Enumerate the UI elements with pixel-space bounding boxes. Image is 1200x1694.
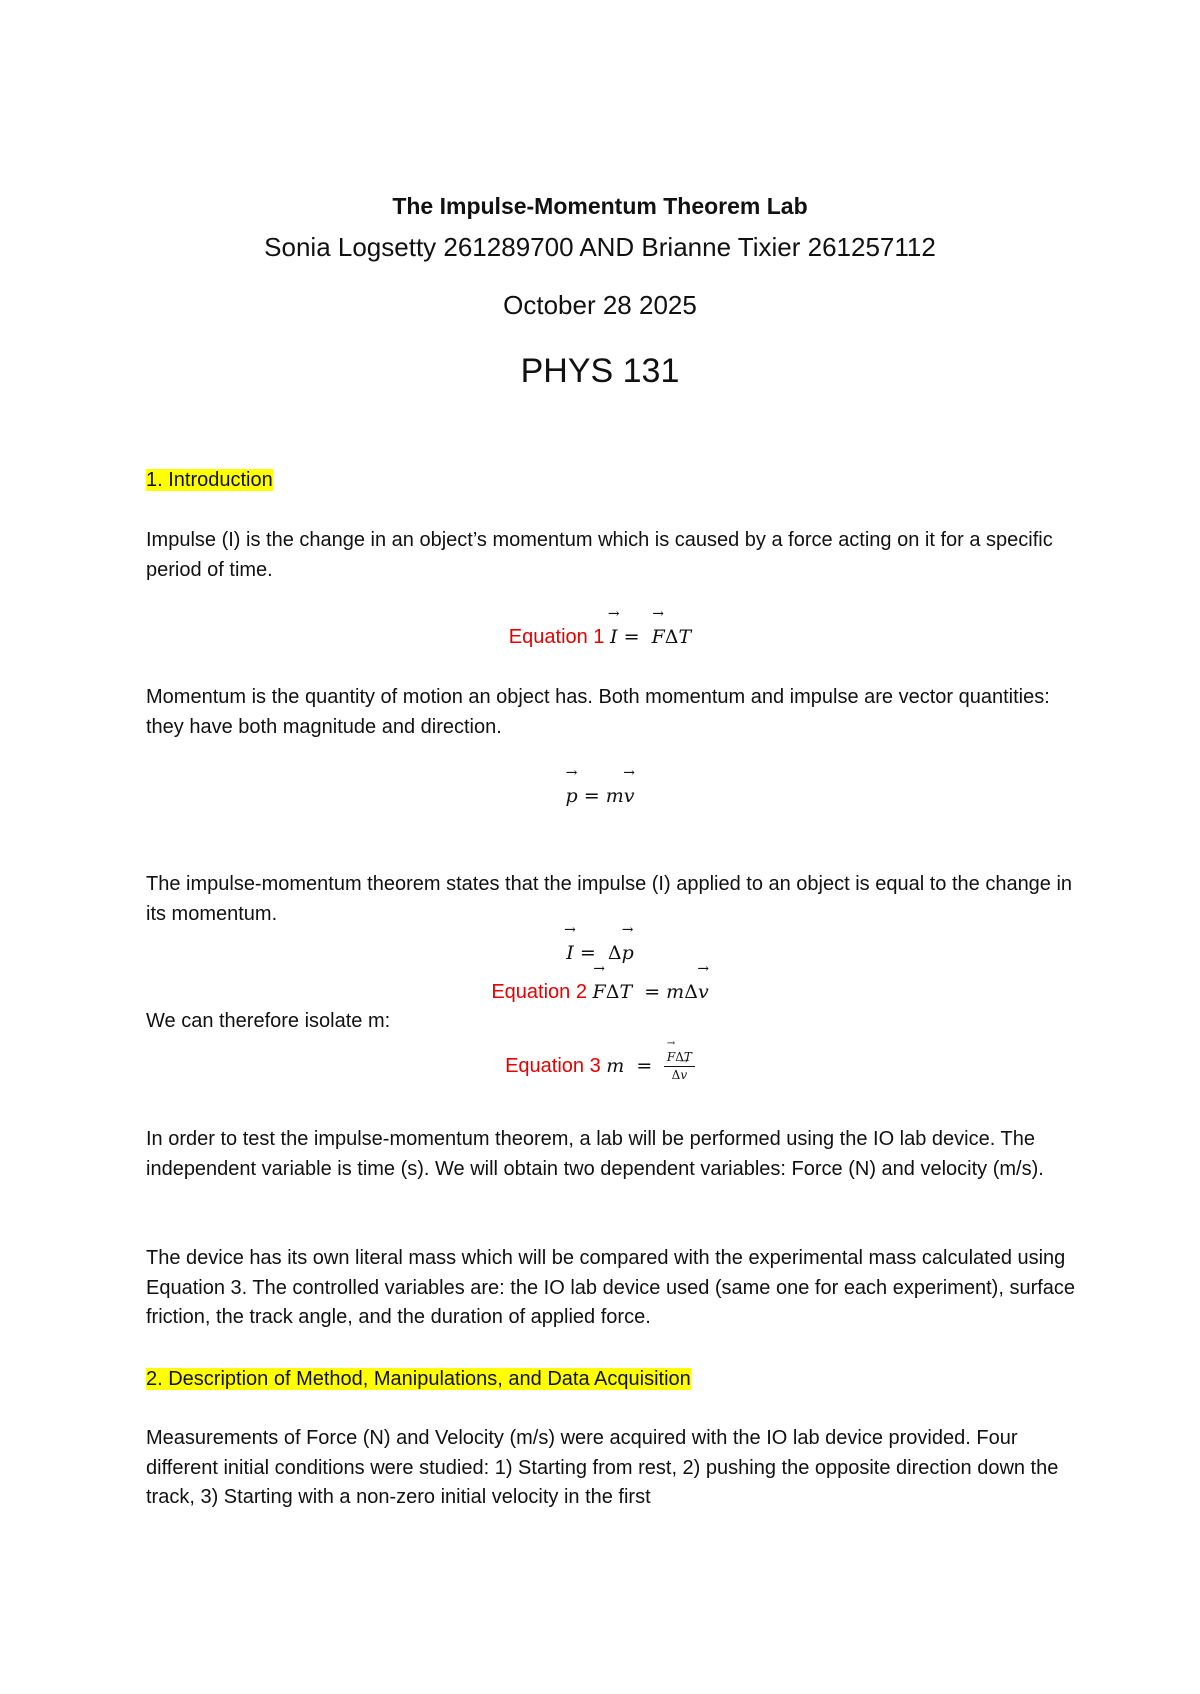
course-code: PHYS 131 [520,352,680,390]
method-heading [146,1365,1086,1395]
equation-1 [0,624,1200,650]
equation-3-label: Equation 3 [505,1054,601,1077]
impulse-momentum-equation-math: → I = Δ→ p [566,942,633,964]
equation-1-label: Equation 1 [508,626,605,648]
equation-2-label: Equation 2 [491,981,587,1003]
equation-3 [0,1050,1200,1083]
momentum-equation-math: → p = m→ v [566,785,635,807]
introduction-heading [146,466,1086,496]
momentum-equation [0,783,1200,809]
intro-paragraph-impulse: Impulse (I) is the change in an object’s momentum which is caused by a force acting on it for a specific period of time. [146,529,1053,581]
intro-paragraph-lab: In order to test the impulse-momentum theorem, a lab will be performed using the IO lab device. The independent variable is time (s). We will obtain two dependent variables: Force (N) and velocity (m/s). [146,1128,1044,1180]
method-heading-text: 2. Description of Method, Manipulations, and Data Acquisition [146,1368,691,1390]
method-paragraph: Measurements of Force (N) and Velocity (m/s) were acquired with the IO lab device provided. Four different initial conditions were studied: 1) Starting from rest, 2) pushing the opposite direction down the track, 3) Starting with a non-zero initial velocity in the first [146,1427,1059,1509]
equation-3-fraction: → $\frac{\text{FΔT}}{\Delta\to v}$ [664,1050,695,1083]
authors-line: Sonia Logsetty 261289700 AND Brianne Tixier 261257112 [264,232,936,262]
equation-2 [0,979,1200,1005]
intro-paragraph-theorem: The impulse-momentum theorem states that the impulse (I) applied to an object is equal to the change in its momentum. [146,873,1073,925]
intro-paragraph-mass: The device has its own literal mass which will be compared with the experimental mass calculated using Equation 3. The controlled variables are: the IO lab device used (same one for each experiment), surface friction, the track angle, and the duration of applied force. [146,1247,1076,1329]
introduction-heading-text: 1. Introduction [146,469,273,491]
equation-3-math: m = [606,1054,653,1077]
intro-paragraph-isolate: We can therefore isolate m: [146,1010,391,1032]
document-title: The Impulse-Momentum Theorem Lab [392,193,808,219]
date-line: October 28 2025 [503,290,697,320]
equation-1-math: → I = → FΔT [610,626,691,648]
equation-2-math: → FΔT = mΔ→ v [593,981,709,1003]
intro-paragraph-momentum: Momentum is the quantity of motion an object has. Both momentum and impulse are vector quantities: they have both magnitude and direction. [146,686,1050,738]
